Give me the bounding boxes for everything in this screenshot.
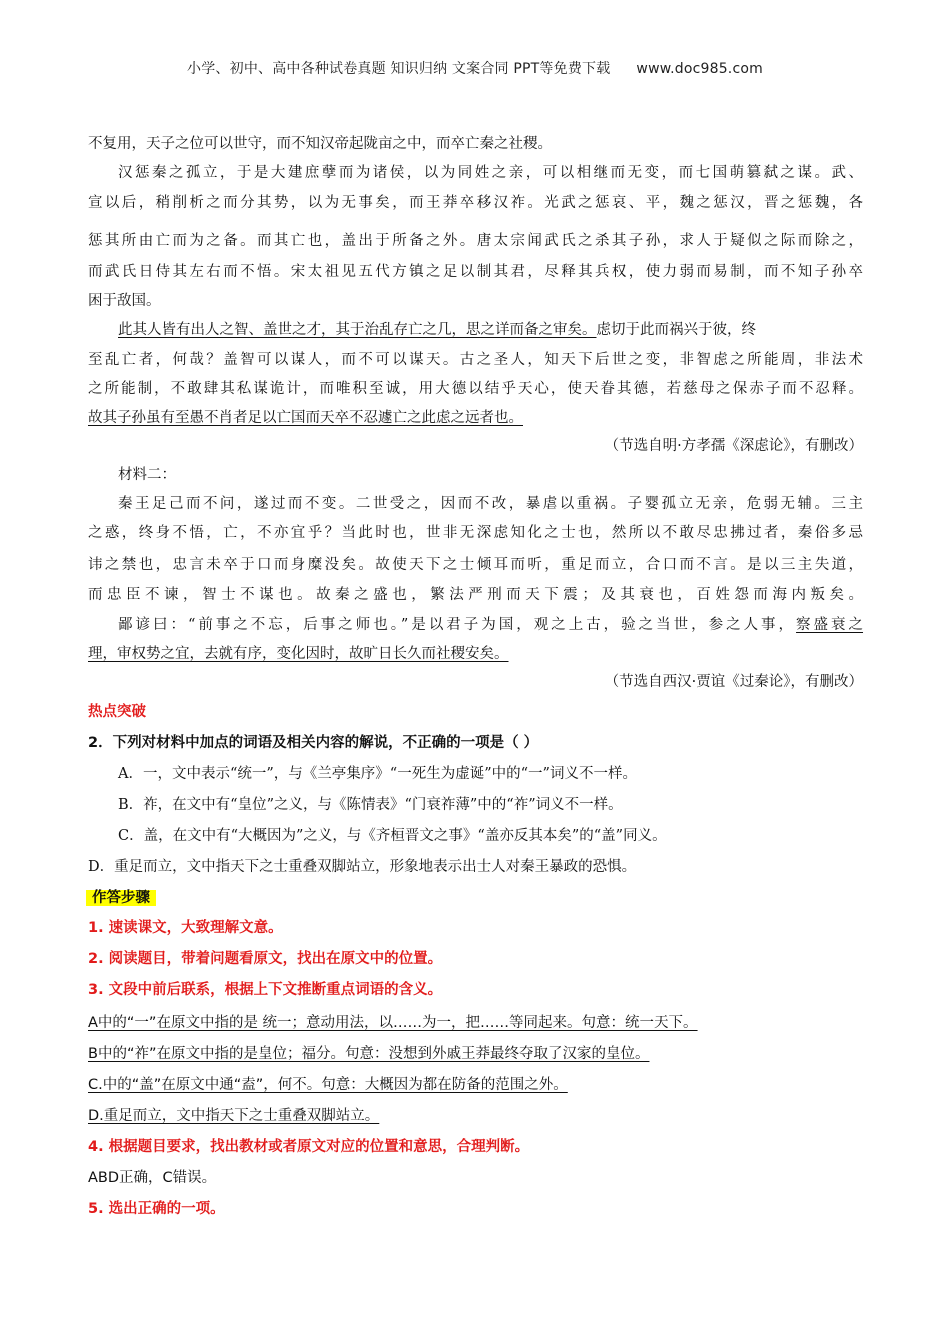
passage1-line: 而武氏日侍其左右而不悟。宋太祖见五代方镇之足以制其君，尽释其兵权，使力弱而易制，而不知子孙卒 xyxy=(88,264,863,280)
passage2-line: 讳之禁也，忠言未卒于口而身糜没矣。故使天下之士倾耳而听，重足而立，合口而不言。是以三主失道， xyxy=(88,557,863,573)
passage2-line xyxy=(118,613,863,634)
source-citation: （节选自明·方孝孺《深虑论》，有删改） xyxy=(604,438,863,454)
passage1-line: 困于敌国。 xyxy=(88,293,161,309)
question-stem: 2．下列对材料中加点的词语及相关内容的解说，不正确的一项是（ ） xyxy=(88,735,539,751)
passage2-line: 之惑，终身不悟，亡，不亦宜乎？当此时也，世非无深虑知化之士也，然所以不敢尽忠拂过者，秦俗多忌 xyxy=(88,525,863,541)
passage1-line xyxy=(118,318,863,339)
passage2-underlined-line: 理，审权势之宜，去就有序，变化因时，故旷日长久而社稷安矣。 xyxy=(88,646,509,662)
step-3: 3. 文段中前后联系，根据上下文推断重点词语的含义。 xyxy=(88,982,443,998)
steps-title-highlight: 作答步骤 xyxy=(86,890,156,906)
option-c: C．盖，在文中有“大概因为”之义，与《齐桓晋文之事》“盖亦反其本矣”的“盖”同义。 xyxy=(118,828,667,844)
step-2: 2. 阅读题目，带着问题看原文，找出在原文中的位置。 xyxy=(88,951,443,967)
option-a: A．一，文中表示“统一”，与《兰亭集序》“一死生为虚诞”中的“一”词义不一样。 xyxy=(118,766,637,782)
note-c: C.中的“盖”在原文中通“盍”，何不。句意：大概因为都在防备的范围之外。 xyxy=(88,1077,568,1093)
step-1: 1. 速读课文，大致理解文意。 xyxy=(88,920,283,936)
passage1-line: 不复用，天子之位可以世守，而不知汉帝起陇亩之中，而卒亡秦之社稷。 xyxy=(88,136,552,152)
passage1-text: 虑切于此而祸兴于彼，终 xyxy=(596,322,756,338)
passage2-line: 秦王足己而不问，遂过而不变。二世受之，因而不改，暴虐以重祸。子婴孤立无亲，危弱无辅。三主 xyxy=(118,496,863,512)
result-text: ABD正确，C错误。 xyxy=(88,1170,217,1186)
passage1-line: 至乱亡者，何哉？盖智可以谋人，而不可以谋天。古之圣人，知天下后世之变，非智虑之所能周，非法术 xyxy=(88,352,863,368)
material-label: 材料二： xyxy=(118,467,176,483)
passage1-line: 宣以后，稍削析之而分其势，以为无事矣，而王莽卒移汉祚。光武之惩哀、平，魏之惩汉，晋之惩魏，各 xyxy=(88,195,863,211)
note-a: A中的“一”在原文中指的是 统一；意动用法，以……为一，把……等同起来。句意：统一天下。 xyxy=(88,1015,698,1031)
section-title: 热点突破 xyxy=(88,704,146,720)
passage2-line: 而忠臣不谏，智士不谋也。故秦之盛也，繁法严刑而天下震；及其衰也，百姓怨而海内叛矣。 xyxy=(88,587,863,603)
option-d: D．重足而立，文中指天下之士重叠双脚站立，形象地表示出士人对秦王暴政的恐惧。 xyxy=(88,859,637,875)
passage2-text: 鄙谚曰：“前事之不忘，后事之师也。”是以君子为国，观之上古，验之当世，参之人事， xyxy=(118,617,797,633)
passage1-line: 汉惩秦之孤立，于是大建庶孽而为诸侯，以为同姓之亲，可以相继而无变，而七国萌篡弑之谋。武、 xyxy=(118,165,863,181)
passage1-underlined-line: 故其子孙虽有至愚不肖者足以亡国而天卒不忍遽亡之此虑之远者也。 xyxy=(88,410,523,426)
step-5: 5. 选出正确的一项。 xyxy=(88,1201,225,1217)
underlined-sentence: 察盛衰之 xyxy=(796,617,864,633)
source-citation: （节选自西汉·贾谊《过秦论》，有删改） xyxy=(604,674,863,690)
steps-heading xyxy=(88,886,863,907)
step-4: 4. 根据题目要求，找出教材或者原文对应的位置和意思，合理判断。 xyxy=(88,1139,530,1155)
header-text: 小学、初中、高中各种试卷真题 知识归纳 文案合同 PPT等免费下载 xyxy=(187,61,611,77)
page-header xyxy=(0,58,950,78)
option-b: B．祚，在文中有“皇位”之义，与《陈情表》“门衰祚薄”中的“祚”词义不一样。 xyxy=(118,797,623,813)
note-d: D.重足而立，文中指天下之士重叠双脚站立。 xyxy=(88,1108,380,1124)
passage1-line: 惩其所由亡而为之备。而其亡也，盖出于所备之外。唐太宗闻武氏之杀其子孙，求人于疑似之际而除之， xyxy=(88,233,863,249)
underlined-sentence: 此其人皆有出人之智、盖世之才，其于治乱存亡之几，思之详而备之审矣。 xyxy=(118,322,597,338)
passage1-line: 之所能制，不敢肆其私谋诡计，而唯积至诚，用大德以结乎天心，使天眷其德，若慈母之保赤子而不忍释。 xyxy=(88,381,863,397)
header-site-link[interactable]: www.doc985.com xyxy=(636,61,763,77)
note-b: B中的“祚”在原文中指的是皇位；福分。句意：没想到外戚王莽最终夺取了汉家的皇位。 xyxy=(88,1046,650,1062)
